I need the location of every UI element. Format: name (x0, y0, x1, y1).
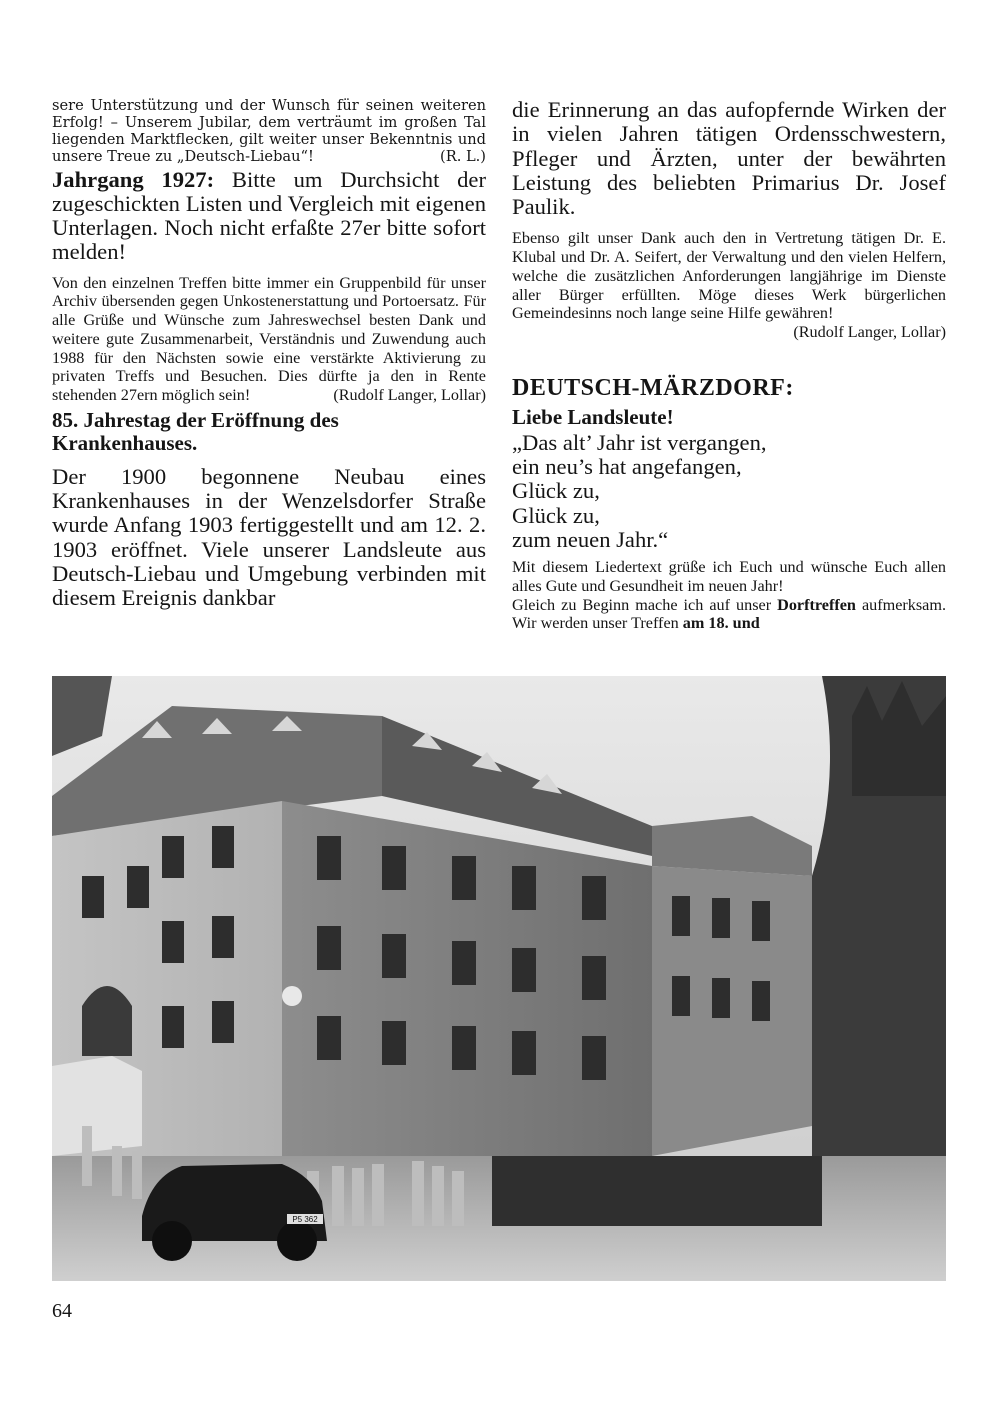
dank-paragraph: Ebenso gilt unser Dank auch den in Vertretung tätigen Dr. E. Klubal und Dr. A. Seifert, der Verwaltung und den vielen Helfern, welche die zusätzlichen Anforderungen langjährige im Dienste aller Bürger erfüllten. Möge dieses Werk bürgerlichen Gemeindesinns noch lange seine Hilfe gewähren! (512, 229, 946, 323)
hedge (492, 1156, 822, 1226)
neubau-paragraph: Der 1900 begonnene Neubau eines Krankenhauses in der Wenzelsdorfer Straße wurde Anfang 1903 fertiggestellt und am 12. 2. 1903 eröffnet. Viele unserer Landsleute aus Deutsch-Liebau und Umgebung verbinden mit diesem Ereignis dankbar (52, 463, 486, 611)
poem (512, 431, 946, 552)
hospital-photo (52, 676, 946, 1281)
poem-line: Glück zu, (512, 478, 600, 504)
dorf-text-a: Gleich zu Beginn mache ich auf unser (512, 595, 778, 614)
dorf-text-date: am 18. und (682, 614, 760, 633)
right-column (512, 98, 946, 633)
hospital-photo-illustration (52, 676, 946, 1281)
dank-signature: (Rudolf Langer, Lollar) (793, 323, 946, 341)
poem-line: „Das alt’ Jahr ist vergangen, (512, 429, 767, 455)
greeting: Liebe Landsleute! (512, 404, 674, 429)
car-wheel-front (152, 1221, 192, 1261)
intro-signature: (R. L.) (440, 147, 486, 165)
jahrgang-label: Jahrgang 1927: (52, 166, 215, 192)
jahrgang-paragraph (52, 168, 486, 265)
poem-line: Glück zu, (512, 502, 600, 528)
car-wheel-rear (277, 1221, 317, 1261)
dorf-text-c: aufmerksam. Wir werden unser Treffen (512, 595, 946, 633)
treffen-paragraph: Von den einzelnen Treffen bitte immer ein Gruppenbild für unser Archiv übersenden gegen Unkostenerstattung und Portoersatz. Für alle Grüße und Wünsche zum Jahreswechsel besten Dank und weitere gute Zusammenarbeit, Verständnis und Zuwendung auch 1988 für den Nächsten sowie eine verstärkte Aktivierung zu privaten Treffs und Besuchen. Dies dürfte ja den in Rente stehenden 27ern möglich sein! (52, 273, 486, 404)
page-number: 64 (52, 1300, 72, 1322)
section-title: DEUTSCH-MÄRZDORF: (512, 374, 794, 401)
jahrgang-text: Bitte um Durchsicht der zugeschickten Listen und Vergleich mit eigenen Unterlagen. Noch nicht erfaßte 27er bitte sofort melden! (52, 166, 486, 265)
clock-emblem (282, 986, 302, 1006)
car-plate-text: P5 362 (292, 1215, 318, 1224)
arched-window (82, 986, 132, 1056)
entrance-porch (52, 1056, 142, 1156)
treffen-signature: (Rudolf Langer, Lollar) (333, 385, 486, 404)
intro-paragraph: sere Unterstützung und der Wunsch für seinen weiteren Erfolg! – Unserem Jubilar, dem verträumt im großen Tal liegenden Marktflecken, gilt weiter unser Bekenntnis und unsere Treue zu „Deutsch-Liebau“! (52, 97, 486, 165)
lied-paragraph: Mit diesem Liedertext grüße ich Euch und wünsche Euch allen alles Gute und Gesundheit im neuen Jahr! (512, 558, 946, 595)
poem-line: ein neu’s hat angefangen, (512, 454, 742, 479)
poem-line: zum neuen Jahr.“ (512, 526, 669, 552)
dorftreffen-paragraph (512, 596, 946, 633)
left-column (52, 98, 486, 610)
hospital-heading: 85. Jahrestag der Eröffnung des Krankenhauses. (52, 407, 339, 455)
dorf-text-bold: Dorftreffen (777, 595, 856, 614)
erinnerung-paragraph: die Erinnerung an das aufopfernde Wirken der in vielen Jahren tätigen Ordensschwestern, Pfleger und Ärzten, unter der bewährten Leistung des beliebten Primarius Dr. Josef Paulik. (512, 97, 946, 220)
